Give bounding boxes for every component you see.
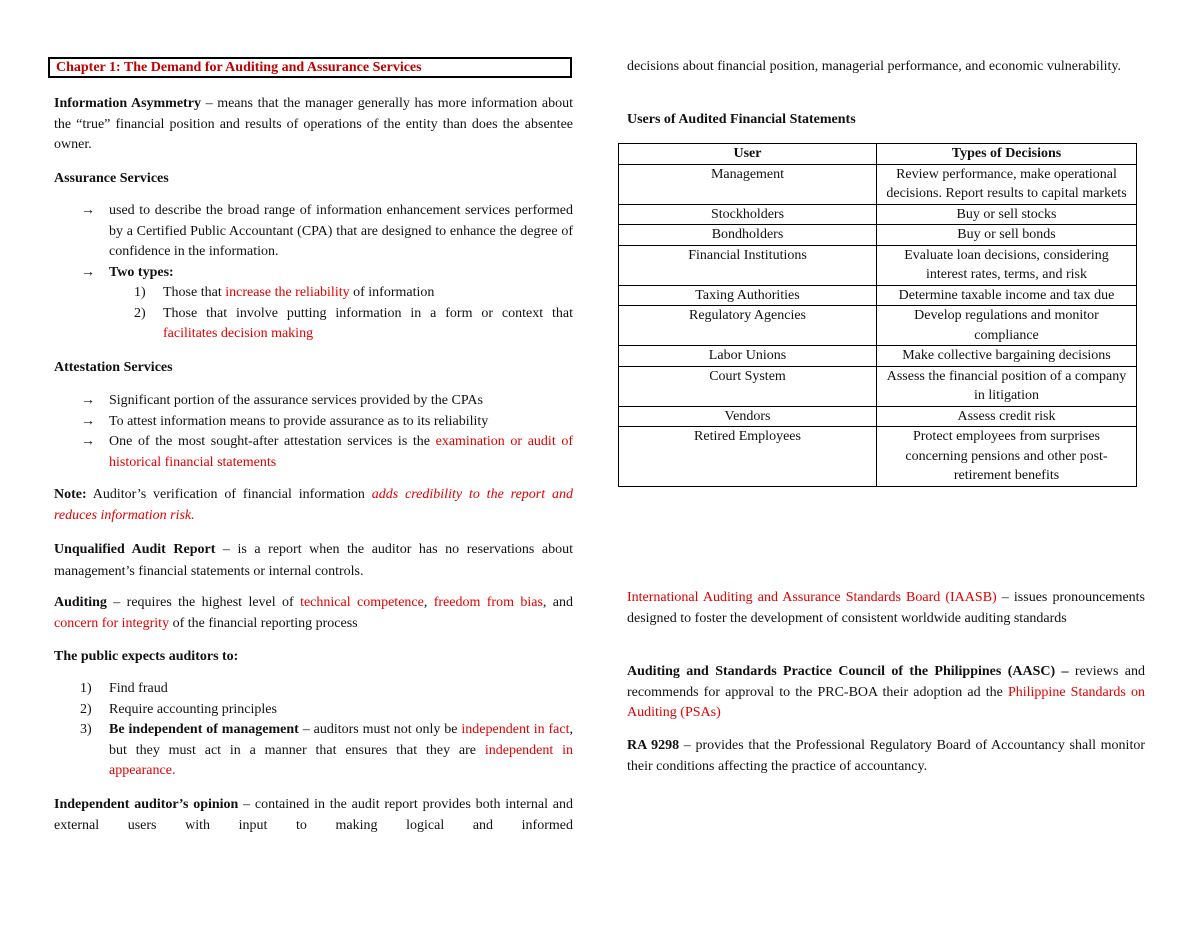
aasc-text: reviews and recommends for approval to the PRC-BOA their adoption ad the [627,664,1145,700]
aasc-highlight: Philippine Standards on Auditing (PSAs) [627,684,1145,720]
auditing-text: – requires the highest level of [106,595,301,610]
aasc-term: Auditing and Standards Practice Council of the Philippines (AASC) – [627,664,1069,679]
cell-user: Stockholders [619,204,877,225]
column-header-decisions: Types of Decisions [877,144,1137,165]
cell-decision: Develop regulations and monitor compliance [877,306,1137,346]
note-paragraph [54,485,573,526]
table-row [619,366,1137,406]
info-asymmetry-text: – means that the manager generally has more information about the “true” financial position and results of operations of the entity than does the absentee owner. [54,96,573,152]
arrow-icon: → [81,264,95,280]
iaasb-text: – issues pronouncements designed to foster the development of consistent worldwide auditing standards [627,590,1146,626]
cell-user: Taxing Authorities [619,285,877,306]
cell-user: Labor Unions [619,346,877,367]
column-header-user: User [619,144,877,165]
cell-decision: Buy or sell stocks [877,204,1137,225]
list-item [81,263,573,284]
unqualified-term: Unqualified Audit Report [54,542,216,557]
cell-user: Bondholders [619,225,877,246]
cell-decision: Protect employees from surprises concerning pensions and other post-retirement benefits [877,427,1137,487]
note-label: Note: [54,487,87,502]
attestation-bullet-1: Significant portion of the assurance services provided by the CPAs [109,393,483,408]
table-row [619,204,1137,225]
info-asymmetry-term: Information Asymmetry [54,96,201,111]
auditing-paragraph [54,593,573,634]
cell-decision: Determine taxable income and tax due [877,285,1137,306]
arrow-icon: → [81,413,95,429]
expectation-highlight: independent in fact [461,722,570,737]
auditing-term: Auditing [54,595,107,610]
ra-text: – provides that the Professional Regulatory Board of Accountancy shall monitor their conditions affecting the practice of accountancy. [627,738,1145,774]
table-row [619,285,1137,306]
table-row [619,164,1137,204]
expectation-text: Find fraud [109,681,168,696]
table-row [619,245,1137,285]
list-item [134,304,573,345]
attestation-bullet-3: One of the most sought-after attestation services is the [109,434,436,449]
cell-decision: Buy or sell bonds [877,225,1137,246]
cell-user: Financial Institutions [619,245,877,285]
opinion-paragraph [54,795,573,836]
opinion-text: – contained in the audit report provides both internal and external users with input to making logical and informed [54,797,573,833]
attestation-heading: Attestation Services [54,360,173,375]
table-row [619,346,1137,367]
unqualified-paragraph [54,539,573,583]
attestation-list [81,391,573,473]
list-item [81,201,573,263]
list-number: 2) [134,305,146,321]
chapter-title: Chapter 1: The Demand for Auditing and Assurance Services [48,57,572,78]
list-number: 1) [134,285,146,300]
assurance-types-label: Two types: [109,264,174,280]
cell-decision: Assess credit risk [877,406,1137,427]
list-number: 2) [80,701,92,717]
cell-decision: Review performance, make operational decisions. Report results to capital markets [877,164,1137,204]
info-asymmetry-paragraph [54,94,573,156]
cell-user: Court System [619,366,877,406]
opinion-term: Independent auditor’s opinion [54,797,239,812]
iaasb-paragraph [627,588,1145,629]
unqualified-text: – is a report when the auditor has no reservations about management’s financial statements or internal controls. [54,542,573,579]
table-body [619,164,1137,486]
cell-decision: Assess the financial position of a company in litigation [877,366,1137,406]
list-item [134,283,573,304]
cell-decision: Make collective bargaining decisions [877,346,1137,367]
cell-decision: Evaluate loan decisions, considering interest rates, terms, and risk [877,245,1137,285]
expectation-bold: Be independent of management [109,722,299,737]
users-heading: Users of Audited Financial Statements [627,112,856,127]
cell-user: Management [619,164,877,204]
cell-user: Vendors [619,406,877,427]
arrow-icon: → [81,434,95,449]
expectation-text: Require accounting principles [109,701,277,717]
list-item [81,391,573,412]
list-item [81,432,573,473]
auditing-text: of the financial reporting process [169,615,358,631]
assurance-types-list [134,283,573,345]
arrow-icon: → [81,203,95,218]
table-row [619,406,1137,427]
cell-user: Regulatory Agencies [619,306,877,346]
iaasb-highlight: International Auditing and Assurance Standards Board (IAASB) [627,590,997,605]
auditing-highlight: freedom from bias [433,595,543,610]
type1-highlight: increase the reliability [225,285,350,300]
list-item [81,412,573,433]
table-row [619,427,1137,487]
public-expectations-list [80,679,574,782]
assurance-heading: Assurance Services [54,171,169,186]
type2-text: Those that involve putting information in a form or context that [163,305,573,321]
list-number: 1) [80,681,92,696]
list-item [80,679,573,700]
list-item [80,700,573,721]
type1-text: Those that [163,285,226,300]
assurance-bullet-text: used to describe the broad range of information enhancement services performed by a Certified Public Accountant (CPA) that are designed to enhance the degree of confidence in the information. [109,203,573,259]
table-row [619,225,1137,246]
note-text: Auditor’s verification of financial information [86,487,372,502]
users-table [618,143,1137,487]
aasc-paragraph [627,662,1145,724]
public-heading: The public expects auditors to: [54,649,239,664]
type1-text-end: of information [349,285,435,300]
expectation-text: , but they must act in a manner that ensures that they are [109,722,574,758]
type2-highlight: facilitates decision making [163,326,314,341]
ra-term: RA 9298 [627,738,680,753]
opinion-continued: decisions about financial position, managerial performance, and economic vulnerability. [627,59,1121,74]
attestation-bullet-2: To attest information means to provide assurance as to its reliability [109,413,489,429]
auditing-highlight: concern for integrity [54,615,170,631]
arrow-icon: → [81,393,95,408]
auditing-text: , [423,595,434,610]
expectation-text: – auditors must not only be [298,722,462,737]
table-row [619,306,1137,346]
cell-user: Retired Employees [619,427,877,487]
assurance-list [81,201,573,283]
expectation-highlight: independent in appearance. [109,742,573,778]
list-item [80,720,574,782]
table-header-row [619,144,1137,165]
auditing-text: , and [542,595,573,610]
list-number: 3) [80,722,92,737]
auditing-highlight: technical competence [300,595,424,610]
ra-paragraph [627,736,1145,777]
note-highlight: adds credibility to the report and reduces information risk. [54,487,573,523]
attestation-highlight: examination or audit of historical financial statements [109,434,573,470]
